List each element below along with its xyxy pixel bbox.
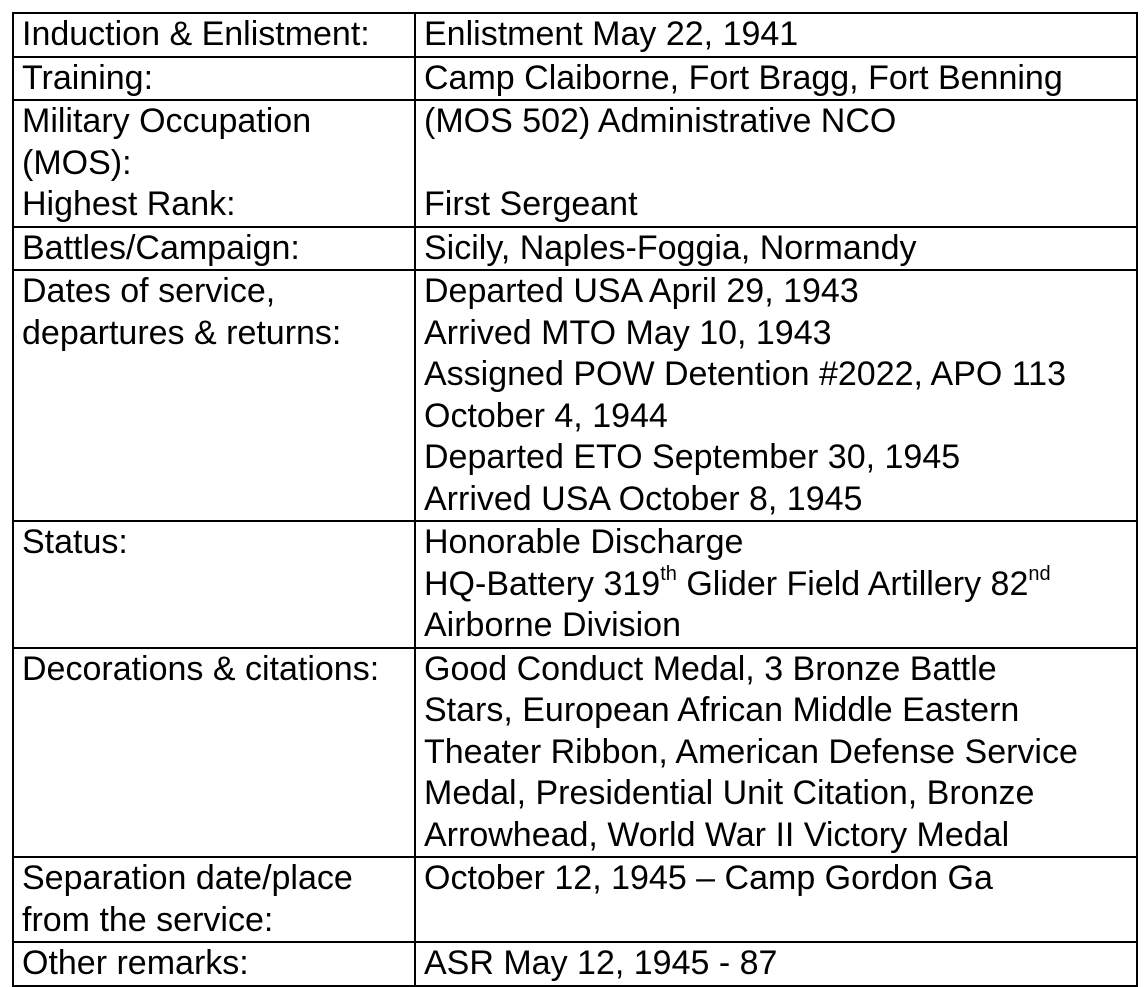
- value-line: Arrowhead, World War II Victory Medal: [424, 815, 1010, 854]
- table-row-training: [13, 57, 1137, 101]
- label-line: Other remarks:: [22, 944, 249, 982]
- value-cell: [415, 942, 1137, 986]
- table-row-remarks: [13, 942, 1137, 986]
- value-cell: [415, 857, 1137, 942]
- value-line: Assigned POW Detention #2022, APO 113: [424, 355, 1066, 393]
- unit-line: Airborne Division: [424, 606, 681, 644]
- label-cell: [13, 270, 415, 521]
- value-cell: [415, 227, 1137, 271]
- label-line: Status:: [22, 523, 128, 561]
- label-line: (MOS):: [22, 143, 132, 182]
- table-row-occupation-rank: [13, 100, 1137, 227]
- value-line: Medal, Presidential Unit Citation, Bronze: [424, 774, 1035, 812]
- label-cell: [13, 521, 415, 648]
- label-line: Decorations & citations:: [22, 649, 380, 688]
- table-row-status: [13, 521, 1137, 648]
- value-line: Arrived USA October 8, 1945: [424, 479, 863, 518]
- ordinal-suffix: th: [660, 563, 677, 586]
- value-line: Stars, European African Middle Eastern: [424, 691, 1020, 729]
- value-line: Arrived MTO May 10, 1943: [424, 313, 832, 352]
- value-line: Good Conduct Medal, 3 Bronze Battle: [424, 649, 997, 688]
- label-cell: [13, 942, 415, 986]
- label-line: Battles/Campaign:: [22, 228, 300, 267]
- value-cell: [415, 100, 1137, 227]
- value-line: Honorable Discharge: [424, 523, 744, 561]
- value-line: ASR May 12, 1945 - 87: [424, 944, 778, 982]
- table-row-dates-of-service: [13, 270, 1137, 521]
- value-line: Theater Ribbon, American Defense Service: [424, 732, 1078, 771]
- label-line: Training:: [22, 58, 154, 97]
- value-cell: [415, 270, 1137, 521]
- service-record-table: [12, 12, 1138, 987]
- value-line: October 4, 1944: [424, 396, 668, 435]
- unit-text: Glider Field Artillery 82: [676, 564, 1029, 603]
- table-row-separation: [13, 857, 1137, 942]
- value-line: Departed USA April 29, 1943: [424, 272, 859, 310]
- value-line: Sicily, Naples-Foggia, Normandy: [424, 228, 917, 267]
- label-line: departures & returns:: [22, 313, 342, 352]
- ordinal-suffix: nd: [1028, 563, 1051, 586]
- value-line: Departed ETO September 30, 1945: [424, 438, 961, 476]
- label-line: Induction & Enlistment:: [22, 15, 370, 53]
- label-line: Military Occupation: [22, 102, 312, 140]
- label-line: Dates of service,: [22, 272, 276, 310]
- value-cell: [415, 648, 1137, 858]
- label-line: Separation date/place: [22, 859, 353, 897]
- value-line: (MOS 502) Administrative NCO: [424, 102, 897, 140]
- unit-line: [424, 564, 1130, 606]
- value-cell: [415, 521, 1137, 648]
- label-line: Highest Rank:: [22, 185, 236, 223]
- table-row-decorations: [13, 648, 1137, 858]
- table-row-battles: [13, 227, 1137, 271]
- value-cell: [415, 57, 1137, 101]
- value-cell: [415, 13, 1137, 57]
- label-cell: [13, 857, 415, 942]
- value-line: First Sergeant: [424, 185, 638, 223]
- value-line: Camp Claiborne, Fort Bragg, Fort Benning: [424, 58, 1063, 97]
- value-line: October 12, 1945 – Camp Gordon Ga: [424, 859, 993, 897]
- value-line: Enlistment May 22, 1941: [424, 15, 799, 53]
- label-cell: [13, 648, 415, 858]
- label-line: from the service:: [22, 900, 274, 939]
- unit-text: HQ-Battery 319: [424, 564, 661, 603]
- table-row-induction: [13, 13, 1137, 57]
- label-cell: [13, 227, 415, 271]
- label-cell: [13, 57, 415, 101]
- label-cell: [13, 100, 415, 227]
- value-line-blank: [424, 143, 1130, 185]
- label-cell: [13, 13, 415, 57]
